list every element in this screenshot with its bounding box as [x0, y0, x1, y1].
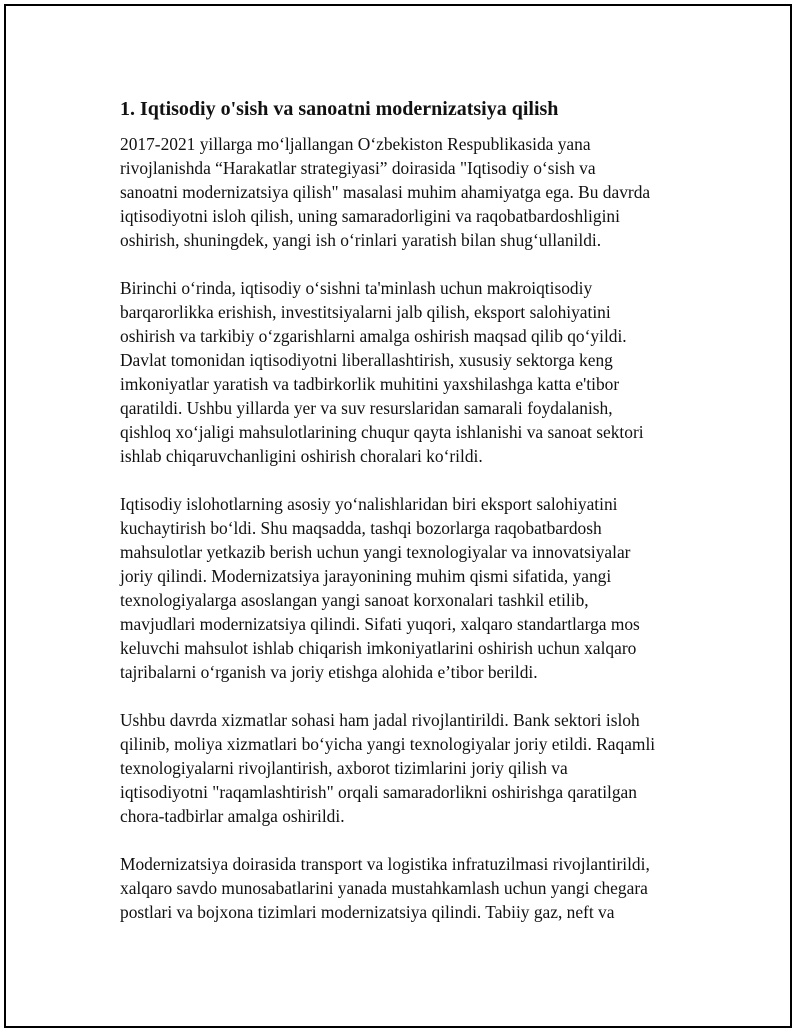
text-line: oshirish, shuningdek, yangi ish o‘rinlari yaratish bilan shug‘ullanildi.: [120, 230, 602, 250]
text-line: xalqaro savdo munosabatlarini yanada mustahkamlash uchun yangi chegara: [120, 878, 648, 898]
text-line: texnologiyalarga asoslangan yangi sanoat korxonalari tashkil etilib,: [120, 590, 589, 610]
paragraph-1: [120, 132, 710, 252]
text-line: keluvchi mahsulot ishlab chiqarish imkoniyatlarini oshirish uchun xalqaro: [120, 638, 637, 658]
text-line: postlari va bojxona tizimlari modernizatsiya qilindi. Tabiiy gaz, neft va: [120, 902, 615, 922]
text-line: qilinib, moliya xizmatlari bo‘yicha yangi texnologiyalar joriy etildi. Raqamli: [120, 734, 656, 754]
document-page: [4, 4, 792, 1028]
text-line: iqtisodiyotni isloh qilish, uning samaradorligini va raqobatbardoshligini: [120, 206, 620, 226]
text-line: Iqtisodiy islohotlarning asosiy yo‘nalishlaridan biri eksport salohiyatini: [120, 494, 618, 514]
text-line: sanoatni modernizatsiya qilish" masalasi muhim ahamiyatga ega. Bu davrda: [120, 182, 651, 202]
text-line: kuchaytirish bo‘ldi. Shu maqsadda, tashqi bozorlarga raqobatbardosh: [120, 518, 602, 538]
section-heading: 1. Iqtisodiy o'sish va sanoatni modernizatsiya qilish: [120, 98, 559, 120]
document-content: [120, 96, 710, 948]
text-line: texnologiyalarni rivojlantirish, axborot tizimlarini joriy qilish va: [120, 758, 568, 778]
text-line: Birinchi o‘rinda, iqtisodiy o‘sishni ta'minlash uchun makroiqtisodiy: [120, 278, 593, 298]
text-line: Davlat tomonidan iqtisodiyotni liberallashtirish, xususiy sektorga keng: [120, 350, 613, 370]
text-line: ishlab chiqaruvchanligini oshirish choralari ko‘rildi.: [120, 446, 483, 466]
text-line: qishloq xo‘jaligi mahsulotlarining chuqur qayta ishlanishi va sanoat sektori: [120, 422, 644, 442]
text-line: 2017-2021 yillarga mo‘ljallangan O‘zbekiston Respublikasida yana: [120, 134, 591, 154]
text-line: mahsulotlar yetkazib berish uchun yangi texnologiyalar va innovatsiyalar: [120, 542, 631, 562]
text-line: Modernizatsiya doirasida transport va logistika infratuzilmasi rivojlantirildi,: [120, 854, 650, 874]
text-line: iqtisodiyotni "raqamlashtirish" orqali samaradorlikni oshirishga qaratilgan: [120, 782, 637, 802]
text-line: barqarorlikka erishish, investitsiyalarni jalb qilish, eksport salohiyatini: [120, 302, 611, 322]
text-line: imkoniyatlar yaratish va tadbirkorlik muhitini yaxshilashga katta e'tibor: [120, 374, 620, 394]
text-line: Ushbu davrda xizmatlar sohasi ham jadal rivojlantirildi. Bank sektori isloh: [120, 710, 640, 730]
text-line: mavjudlari modernizatsiya qilindi. Sifati yuqori, xalqaro standartlarga mos: [120, 614, 640, 634]
text-line: rivojlanishda “Harakatlar strategiyasi” doirasida "Iqtisodiy o‘sish va: [120, 158, 596, 178]
text-line: oshirish va tarkibiy o‘zgarishlarni amalga oshirish maqsad qilib qo‘yildi.: [120, 326, 627, 346]
text-line: qaratildi. Ushbu yillarda yer va suv resurslaridan samarali foydalanish,: [120, 398, 613, 418]
paragraph-2: [120, 276, 710, 468]
paragraph-4: [120, 708, 710, 828]
text-line: joriy qilindi. Modernizatsiya jarayonining muhim qismi sifatida, yangi: [120, 566, 612, 586]
paragraph-5: [120, 852, 710, 924]
text-line: chora-tadbirlar amalga oshirildi.: [120, 806, 345, 826]
text-line: tajribalarni o‘rganish va joriy etishga alohida e’tibor berildi.: [120, 662, 538, 682]
paragraph-3: [120, 492, 710, 684]
